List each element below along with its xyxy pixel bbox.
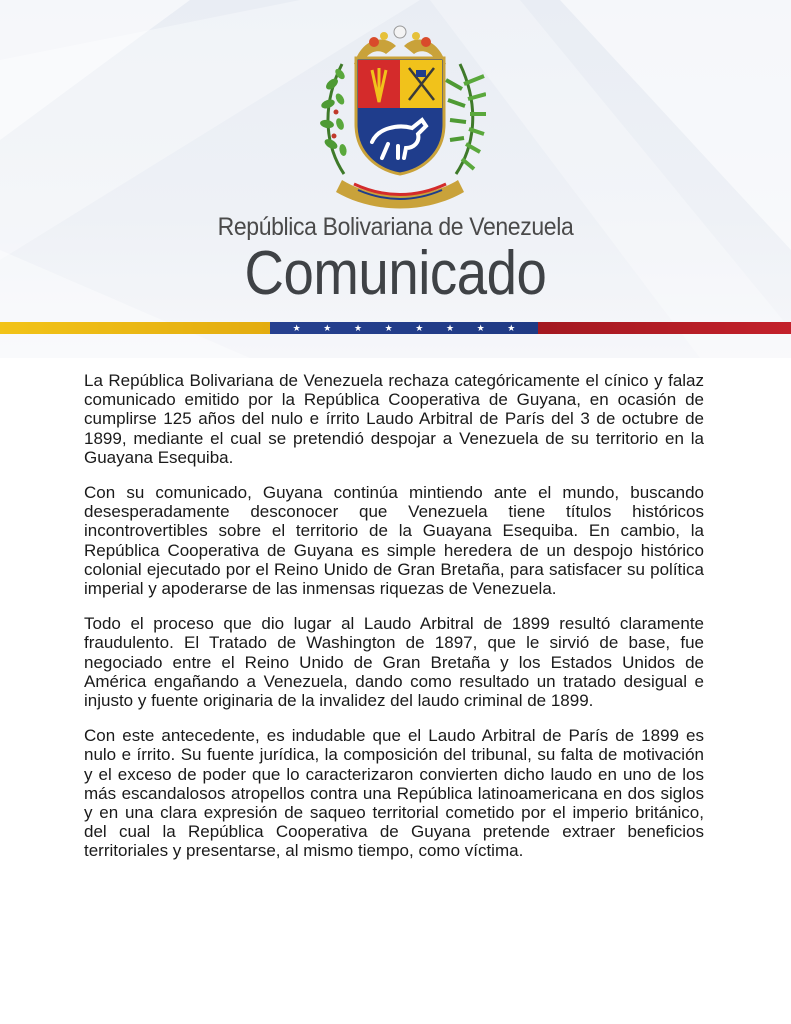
flag-stripe-red	[538, 322, 791, 334]
star-icon: ★	[384, 322, 393, 333]
star-icon: ★	[507, 322, 516, 333]
star-icon: ★	[292, 322, 301, 333]
paragraph-1: La República Bolivariana de Venezuela rechaza categóricamente el cínico y falaz comunicado emitido por la República Cooperativa de Guyana, en ocasión de cumplirse 125 años del nulo e írrito Laudo Arbitral de París del 3 de octubre de 1899, mediante el cual se pretendió despojar a Venezuela de su territorio en la Guayana Esequiba.	[84, 371, 704, 467]
star-icon: ★	[415, 322, 424, 333]
star-icon: ★	[445, 322, 455, 333]
flag-stripe-blue	[270, 322, 538, 334]
document-header	[0, 0, 791, 358]
star-icon: ★	[353, 322, 363, 333]
coat-of-arms-icon	[314, 24, 486, 210]
star-icon: ★	[323, 322, 332, 333]
paragraph-4: Con este antecedente, es indudable que el Laudo Arbitral de París de 1899 es nulo e írrito. Su fuente jurídica, la composición del tribunal, su falta de motivación y el exceso de poder que lo caracterizaron convierten dicho laudo en uno de los más escandalosos atropellos contra una República latinoamericana en dos siglos y en una clara expresión de saqueo territorial cometido por el imperio británico, del cual la República Cooperativa de Guyana pretende extraer beneficios territoriales y presentarse, al mismo tiempo, como víctima.	[84, 726, 704, 861]
flag-stripe-yellow	[0, 322, 270, 334]
paragraph-2: Con su comunicado, Guyana continúa mintiendo ante el mundo, buscando desesperadamente desconocer que Venezuela tiene títulos históricos incontrovertibles sobre el territorio de la Guayana Esequiba. En cambio, la República Cooperativa de Guyana es simple heredera de un despojo histórico colonial ejecutado por el Reino Unido de Gran Bretaña, para satisfacer su política imperial y apoderarse de las inmensas riquezas de Venezuela.	[84, 483, 704, 599]
flag-stars	[270, 322, 538, 334]
paragraph-3: Todo el proceso que dio lugar al Laudo Arbitral de 1899 resultó claramente fraudulento. El Tratado de Washington de 1897, que le sirvió de base, fue negociado entre el Reino Unido de Gran Bretaña y los Estados Unidos de América engañando a Venezuela, dando como resultado un tratado desigual e injusto y fuente originaria de la invalidez del laudo criminal de 1899.	[84, 614, 704, 711]
flag-stripe	[0, 322, 791, 334]
star-icon: ★	[476, 322, 485, 333]
country-name: República Bolivariana de Venezuela	[217, 213, 574, 241]
document-body	[84, 371, 704, 877]
page-title: Comunicado	[244, 239, 547, 308]
